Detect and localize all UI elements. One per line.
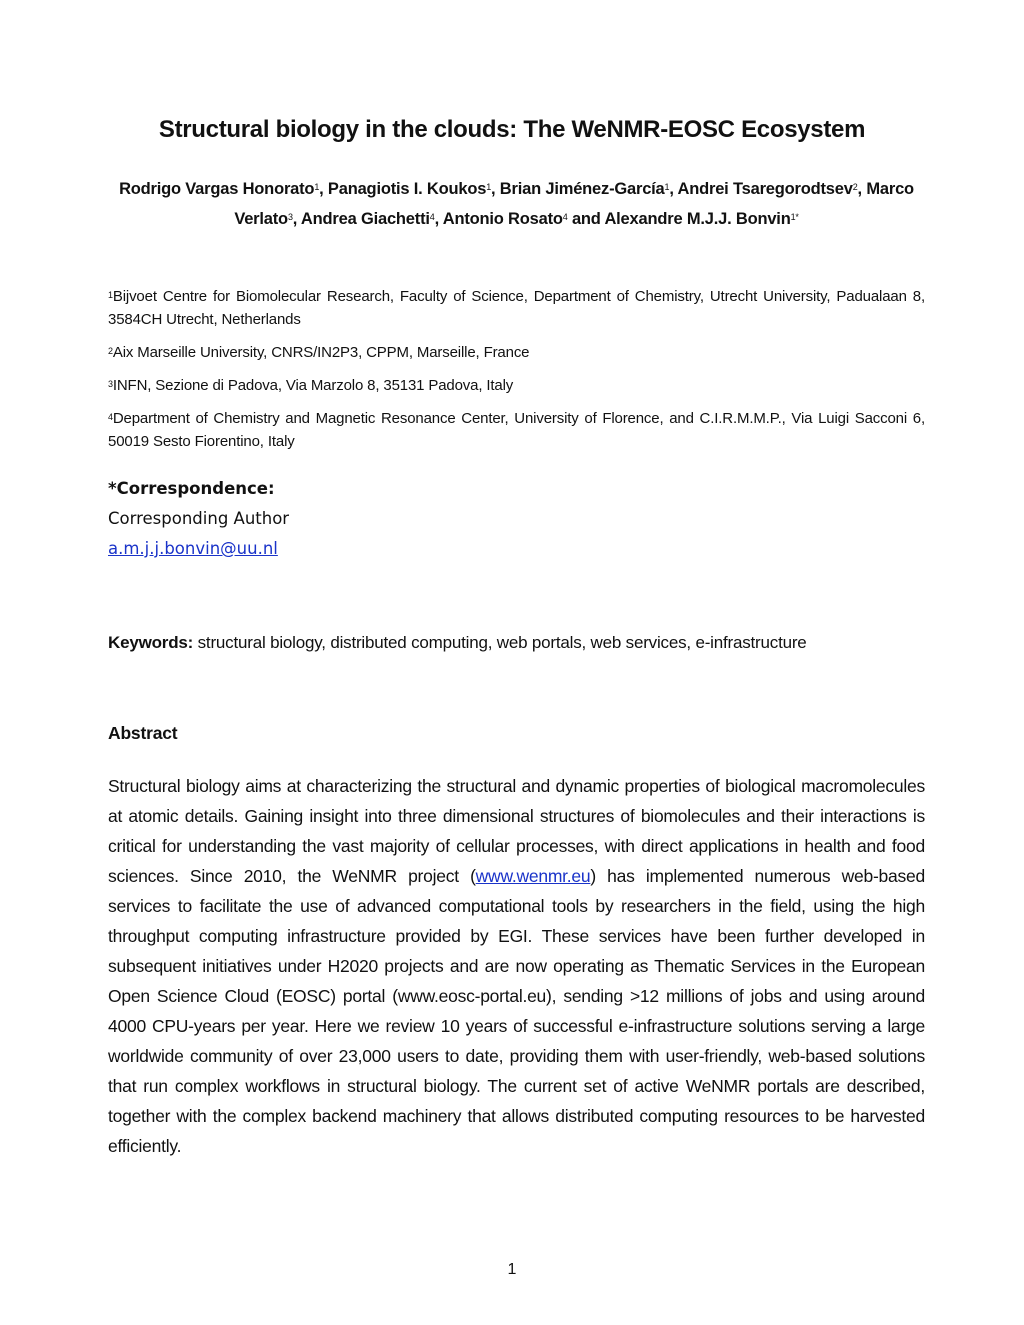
keywords-label: Keywords: [108, 633, 194, 652]
author: Andrei Tsaregorodtsev$^2$, [677, 180, 867, 198]
affiliation-list [108, 285, 925, 463]
correspondence-block [108, 474, 708, 564]
affiliation: $^4$Department of Chemistry and Magnetic Resonance Center, University of Florence, and C.I.R.M.M.P., Via Luigi Sacconi 6, 50019 Sesto Fiorentino, Italy [108, 410, 925, 450]
affiliation-marker: 4 [562, 212, 568, 222]
affiliation-marker: 1 [314, 182, 320, 192]
affiliation: $^2$Aix Marseille University, CNRS/IN2P3, CPPM, Marseille, France [108, 344, 530, 361]
affiliation: $^3$INFN, Sezione di Padova, Via Marzolo 8, 35131 Padova, Italy [108, 377, 514, 394]
email-link[interactable]: a.m.j.j.bonvin@uu.nl [108, 539, 278, 558]
corresponding-author: Corresponding Author [108, 509, 290, 528]
keywords-text: structural biology, distributed computing, web portals, web services, e-infrastructure [193, 633, 807, 652]
abstract-heading: Abstract [108, 723, 178, 743]
author: Marco Verlato$^3$, [234, 180, 914, 228]
affiliation-marker: 1* [790, 212, 799, 222]
affiliation-marker: 4 [429, 212, 435, 222]
author: Rodrigo Vargas Honorato$^1$, [119, 180, 328, 198]
affiliation: $^1$Bijvoet Centre for Biomolecular Research, Faculty of Science, Department of Chemistry, Utrecht University, Padualaan 8, 3584CH Utrecht, Netherlands [108, 288, 925, 328]
author: Alexandre M.J.J. Bonvin$^{1*}$ [604, 210, 799, 228]
author: Andrea Giachetti$^4$, [300, 210, 443, 228]
author-list [108, 174, 925, 234]
affiliation-marker: 1 [486, 182, 492, 192]
page-number: 1 [507, 1261, 517, 1278]
author: Antonio Rosato$^4$ and [442, 210, 605, 228]
affiliation-marker: 2 [852, 182, 858, 192]
correspondence-label: *Correspondence: [108, 479, 275, 498]
paper-title: Structural biology in the clouds: The WeNMR-EOSC Ecosystem [158, 116, 866, 143]
affiliation-marker: 1 [664, 182, 670, 192]
abstract-text: Structural biology aims at characterizing the structural and dynamic properties of biological macromolecules at atomic details. Gaining insight into three dimensional structures of biomolecules and their interactions is critical for understanding the vast majority of cellular processes, with direct applications in health and food sciences. Since 2010, the WeNMR project (www.wenmr.eu) has implemented numerous web-based services to facilitate the use of advanced computational tools by researchers in the field, using the high throughput computing infrastructure provided by EGI. These services have been further developed in subsequent initiatives under H2020 projects and are now operating as Thematic Services in the European Open Science Cloud (EOSC) portal (www.eosc-portal.eu), sending >12 millions of jobs and using around 4000 CPU-years per year. Here we review 10 years of successful e-infrastructure solutions serving a large worldwide community of over 23,000 users to date, providing them with user-friendly, web-based solutions that run complex workflows in structural biology. The current set of active WeNMR portals are described, together with the complex backend machinery that allows distributed computing resources to be harvested efficiently. [108, 776, 925, 1156]
affiliation-marker: 3 [287, 212, 293, 222]
author: Panagiotis I. Koukos$^1$, [327, 180, 500, 198]
wenmr-link[interactable]: www.wenmr.eu [475, 866, 591, 886]
author: Brian Jiménez-García$^1$, [499, 180, 678, 198]
keywords [108, 633, 938, 653]
